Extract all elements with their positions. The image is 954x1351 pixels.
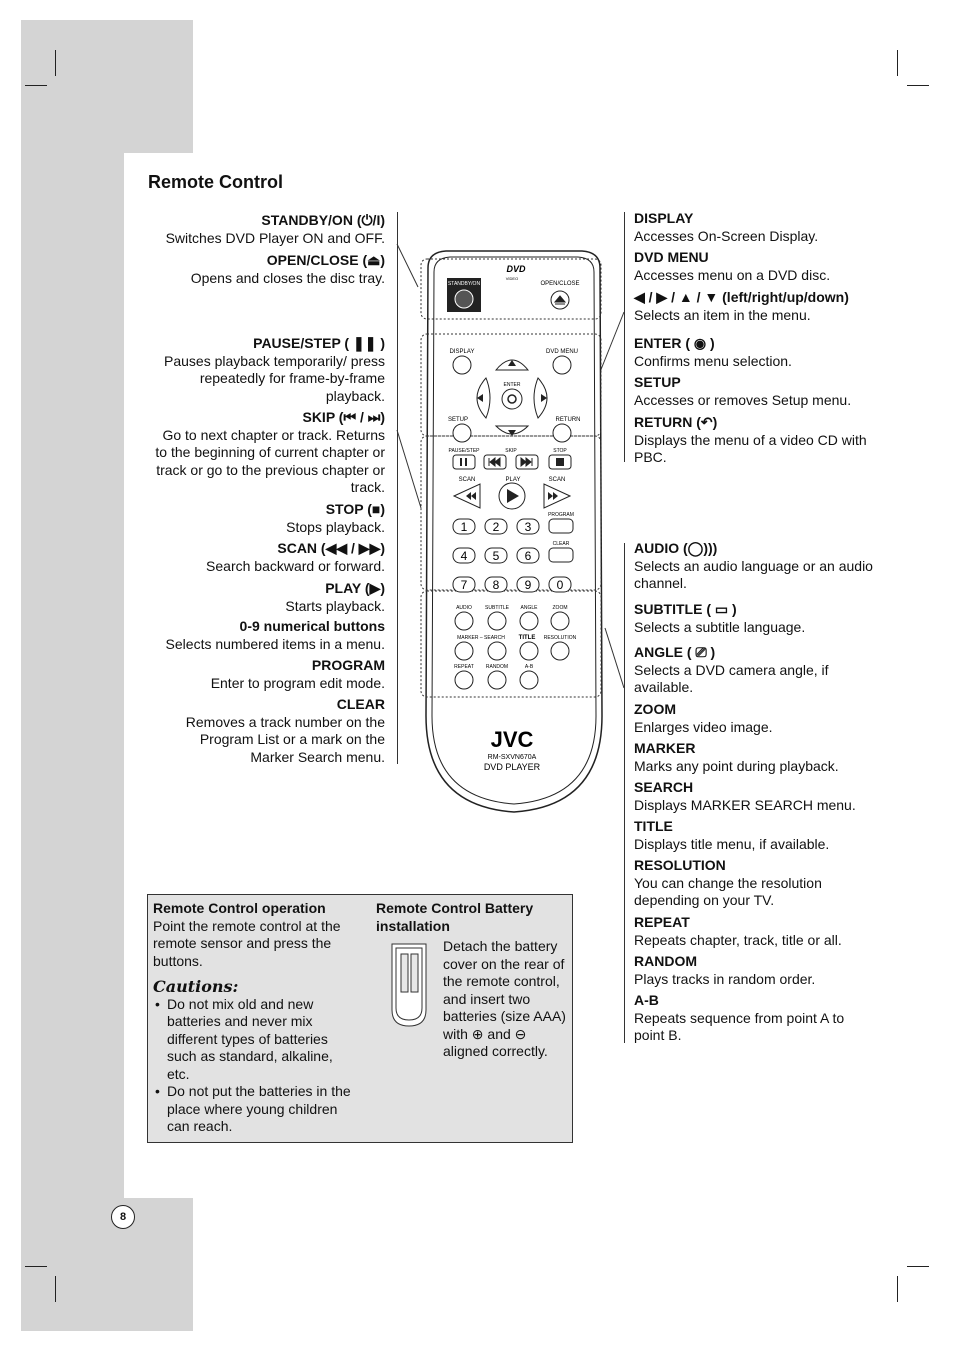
label-desc: Switches DVD Player ON and OFF. (165, 229, 385, 246)
label-desc: Enter to program edit mode. (210, 674, 385, 691)
skip-label: SKIP (505, 448, 517, 454)
label-name: PROGRAM (311, 657, 385, 673)
label-desc: Pauses playback temporarily/ press repeatedly for frame-by-frame playback. (164, 352, 385, 404)
power-icon (455, 290, 473, 308)
random-button[interactable] (488, 671, 506, 689)
label-desc: Displays MARKER SEARCH menu. (634, 796, 856, 813)
zoom-label: ZOOM (552, 605, 568, 611)
digit-label: 3 (524, 520, 532, 534)
clear-button[interactable] (549, 548, 573, 562)
product-name: DVD PLAYER (483, 762, 541, 772)
digit-label: 9 (524, 578, 532, 592)
model-number: RM-SXVN670A (487, 754, 537, 761)
caution-item: • Do not mix old and new batteries and never mix different types of batteries such as standard, alkaline, etc. (153, 996, 358, 1084)
remote-svg (416, 246, 612, 821)
battery-text: Detach the battery cover on the rear of the remote control, and insert two batteries (size AAA) with ⊕ and ⊖ aligned correctly. (443, 938, 566, 1059)
repeat-label: REPEAT (454, 664, 474, 670)
label-desc: Repeats chapter, track, title or all. (634, 931, 842, 948)
battery-icon (411, 954, 418, 992)
digit-label: 1 (460, 520, 468, 534)
zoom-button[interactable] (551, 612, 569, 630)
label-desc: Repeats sequence from point A to point B. (634, 1009, 845, 1043)
label-desc: Displays title menu, if available. (634, 835, 830, 852)
angle-label: ANGLE (520, 605, 538, 611)
display-button[interactable] (453, 356, 471, 374)
label-desc: Confirms menu selection. (634, 352, 792, 369)
label-desc: Go to next chapter or track. Returns to the beginning of current chapter or track or go to the previous chapter or track. (155, 426, 385, 495)
label-desc: Stops playback. (286, 518, 385, 535)
label-desc: Plays tracks in random order. (634, 970, 816, 987)
marker-search-label: MARKER – SEARCH (457, 635, 505, 641)
label-desc: Accesses On-Screen Display. (634, 227, 819, 244)
label-desc: Accesses menu on a DVD disc. (634, 266, 831, 283)
label-name: TITLE (634, 818, 673, 834)
label-desc: Enlarges video image. (634, 718, 773, 735)
repeat-button[interactable] (455, 671, 473, 689)
digit-label: 7 (460, 578, 468, 592)
subtitle-label: SUBTITLE (485, 605, 509, 611)
label-desc: Removes a track number on the Program List or a mark on the Marker Search menu. (185, 713, 385, 765)
connector-line (397, 244, 418, 287)
random-label: RANDOM (485, 664, 509, 670)
remote-illustration (416, 246, 612, 821)
label-name: RETURN (↶) (634, 414, 718, 430)
operation-title: Remote Control operation (153, 900, 326, 916)
label-name: SCAN (◀◀ / ▶▶) (277, 540, 385, 556)
battery-remote-icon (386, 940, 434, 1030)
video-text: VIDEO (505, 276, 519, 281)
dvd-menu-label: DVD MENU (545, 349, 579, 355)
label-name: PLAY (▶) (325, 580, 385, 596)
label-name: SETUP (634, 374, 681, 390)
a-b-button[interactable] (520, 671, 538, 689)
label-name: SKIP (⏮ / ⏭) (302, 409, 385, 425)
program-label: PROGRAM (548, 512, 574, 518)
return-label: RETURN (555, 417, 581, 423)
label-desc: Displays the menu of a video CD with PBC. (634, 431, 867, 465)
subtitle-button[interactable] (488, 612, 506, 630)
dvd-logo: DVD (506, 264, 526, 274)
label-name: DISPLAY (634, 210, 694, 226)
label-name: CLEAR (336, 696, 385, 712)
play-label: PLAY (505, 477, 521, 483)
label-name: REPEAT (634, 914, 690, 930)
label-name: DVD MENU (634, 249, 709, 265)
enter-label: ENTER (503, 382, 521, 388)
label-desc: Selects a DVD camera angle, if available. (634, 661, 829, 695)
label-name: SUBTITLE ( ▭ ) (634, 601, 737, 617)
battery-icon (401, 954, 408, 992)
scan-forward-label: SCAN (548, 477, 566, 483)
digit-label: 8 (492, 578, 500, 592)
operation-section (153, 900, 358, 1136)
setup-label: SETUP (447, 417, 469, 423)
label-name: STANDBY/ON (⏻/I) (261, 212, 385, 228)
caution-item: • Do not put the batteries in the place where young children can reach. (153, 1083, 358, 1136)
title-button[interactable] (520, 642, 538, 660)
label-desc: You can change the resolution depending on your TV. (634, 874, 822, 908)
digit-label: 2 (492, 520, 500, 534)
pause-button[interactable] (453, 455, 475, 469)
cautions-title: Cautions: (153, 977, 239, 996)
label-desc: Starts playback. (285, 597, 385, 614)
scan-back-label: SCAN (458, 477, 476, 483)
label-name: ZOOM (634, 701, 676, 717)
setup-button[interactable] (453, 424, 471, 442)
digit-label: 5 (492, 549, 500, 563)
label-name: SEARCH (634, 779, 694, 795)
clear-label: CLEAR (552, 541, 570, 547)
label-desc: Opens and closes the disc tray. (190, 269, 385, 286)
program-button[interactable] (549, 519, 573, 533)
audio-label: AUDIO (456, 605, 472, 611)
label-name: ANGLE ( ⎚ ) (634, 644, 716, 660)
search-button[interactable] (488, 642, 506, 660)
dvd-menu-button[interactable] (553, 356, 571, 374)
label-desc: Search backward or forward. (206, 557, 385, 574)
battery-section (376, 900, 566, 1059)
page-title: Remote Control (148, 172, 283, 192)
label-name: STOP (■) (325, 501, 385, 517)
label-desc: Selects a subtitle language. (634, 618, 806, 635)
enter-button[interactable] (502, 389, 522, 409)
label-desc: Accesses or removes Setup menu. (634, 391, 852, 408)
digit-label: 4 (460, 549, 468, 563)
label-name: ENTER ( ◉ ) (634, 335, 715, 351)
audio-button[interactable] (455, 612, 473, 630)
label-name: ◀ / ▶ / ▲ / ▼ (left/right/up/down) (634, 289, 849, 305)
page-number: 8 (111, 1205, 135, 1229)
label-desc: Selects numbered items in a menu. (165, 635, 385, 652)
label-desc: Selects an item in the menu. (634, 306, 811, 323)
title-label: TITLE (518, 635, 536, 641)
cautions-list (153, 996, 358, 1136)
label-name: RANDOM (634, 953, 697, 969)
label-name: MARKER (634, 740, 696, 756)
angle-button[interactable] (520, 612, 538, 630)
open-close-label: OPEN/CLOSE (540, 281, 580, 287)
pause-step-label: PAUSE/STEP (448, 448, 480, 454)
label-name: AUDIO (◯))) (634, 540, 718, 556)
a-b-label: A-B (524, 664, 534, 670)
label-name: A-B (634, 992, 659, 1008)
stop-icon (556, 458, 564, 466)
stop-label: STOP (553, 448, 567, 454)
return-button[interactable] (553, 424, 571, 442)
operation-text: Point the remote control at the remote sensor and press the buttons. (153, 917, 341, 969)
label-name: RESOLUTION (634, 857, 726, 873)
label-desc: Marks any point during playback. (634, 757, 839, 774)
label-desc: Selects an audio language or an audio channel. (634, 557, 873, 591)
battery-title: Remote Control Battery installation (376, 900, 534, 934)
digit-label: 0 (556, 578, 564, 592)
digit-label: 6 (524, 549, 532, 563)
standby-label: STANDBY/ON (447, 281, 481, 287)
display-label: DISPLAY (449, 349, 475, 355)
label-name: PAUSE/STEP ( ❚❚ ) (253, 335, 385, 351)
resolution-label: RESOLUTION (543, 635, 577, 641)
jvc-logo: JVC (490, 727, 534, 752)
resolution-button[interactable] (551, 642, 569, 660)
marker-button[interactable] (455, 642, 473, 660)
label-name: OPEN/CLOSE (⏏) (266, 252, 385, 268)
info-box (147, 894, 573, 1143)
label-name: 0-9 numerical buttons (239, 618, 385, 634)
